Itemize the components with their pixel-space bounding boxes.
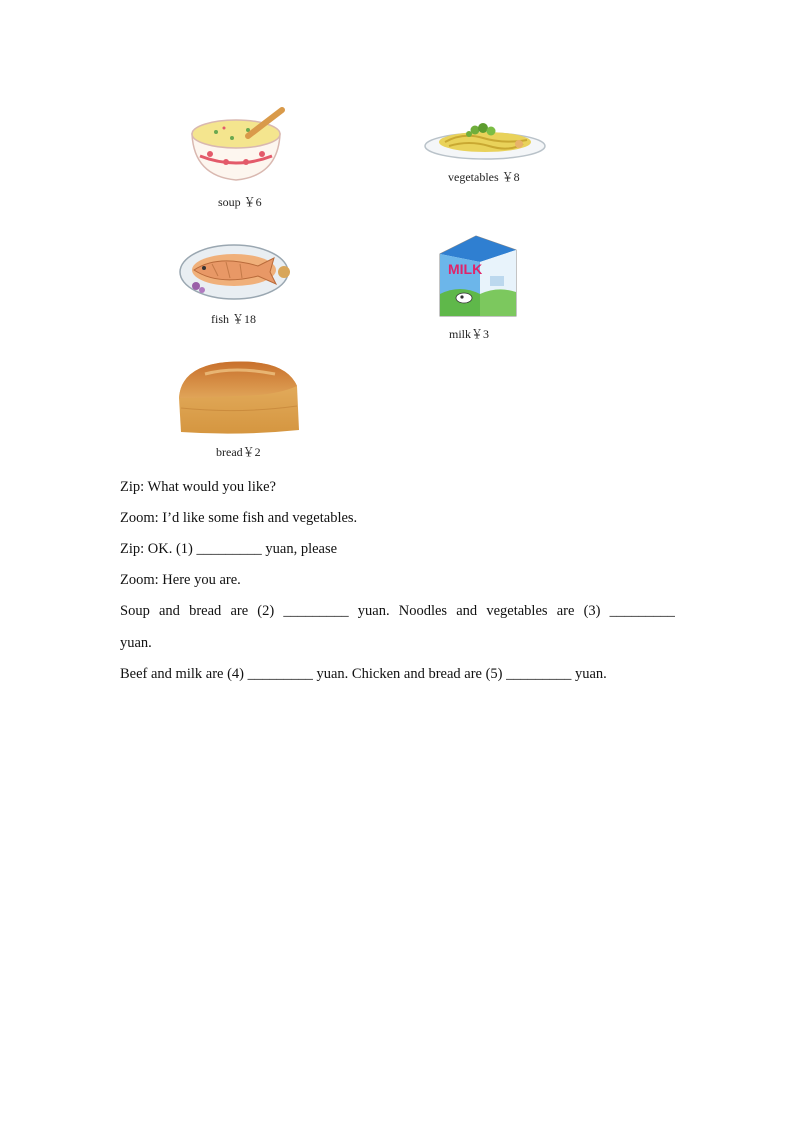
soup-image	[186, 104, 290, 186]
dialogue-line-2: Zoom: I’d like some fish and vegetables.	[120, 510, 358, 526]
dialogue-line-3: Zip: OK. (1) _________ yuan, please	[120, 541, 338, 557]
exercise-word: Soup	[120, 603, 150, 619]
exercise-line-1	[120, 603, 675, 620]
exercise-word: bread	[189, 603, 222, 619]
exercise-word: (2)	[257, 603, 275, 619]
fish-price: fish ￥18	[211, 312, 257, 326]
fish-image	[178, 236, 298, 304]
exercise-line-3: Beef and milk are (4) _________ yuan. Chicken and bread are (5) _________ yuan.	[120, 666, 607, 682]
exercise-word: and	[158, 603, 180, 619]
milk-price: milk￥3	[449, 327, 490, 341]
exercise-word: are	[230, 603, 249, 619]
bread-price: bread￥2	[216, 445, 261, 459]
milk-carton-text: MILK	[448, 261, 483, 277]
exercise-word: (3)	[583, 603, 601, 619]
dialogue-line-1: Zip: What would you like?	[120, 479, 276, 495]
answer-blank-2: _________	[283, 603, 349, 619]
exercise-word: vegetables	[486, 603, 548, 619]
exercise-word: Noodles	[398, 603, 448, 619]
exercise-line-2: yuan.	[120, 635, 152, 651]
vegetables-price: vegetables ￥8	[448, 170, 520, 184]
bread-image	[175, 356, 303, 436]
vegetables-image	[423, 120, 547, 164]
exercise-word: and	[456, 603, 478, 619]
answer-blank-3: _________	[609, 603, 675, 619]
exercise-word: are	[556, 603, 575, 619]
milk-carton-image	[436, 232, 520, 320]
exercise-word: yuan.	[357, 603, 390, 619]
dialogue-line-4: Zoom: Here you are.	[120, 572, 241, 588]
soup-price: soup ￥6	[218, 195, 262, 209]
